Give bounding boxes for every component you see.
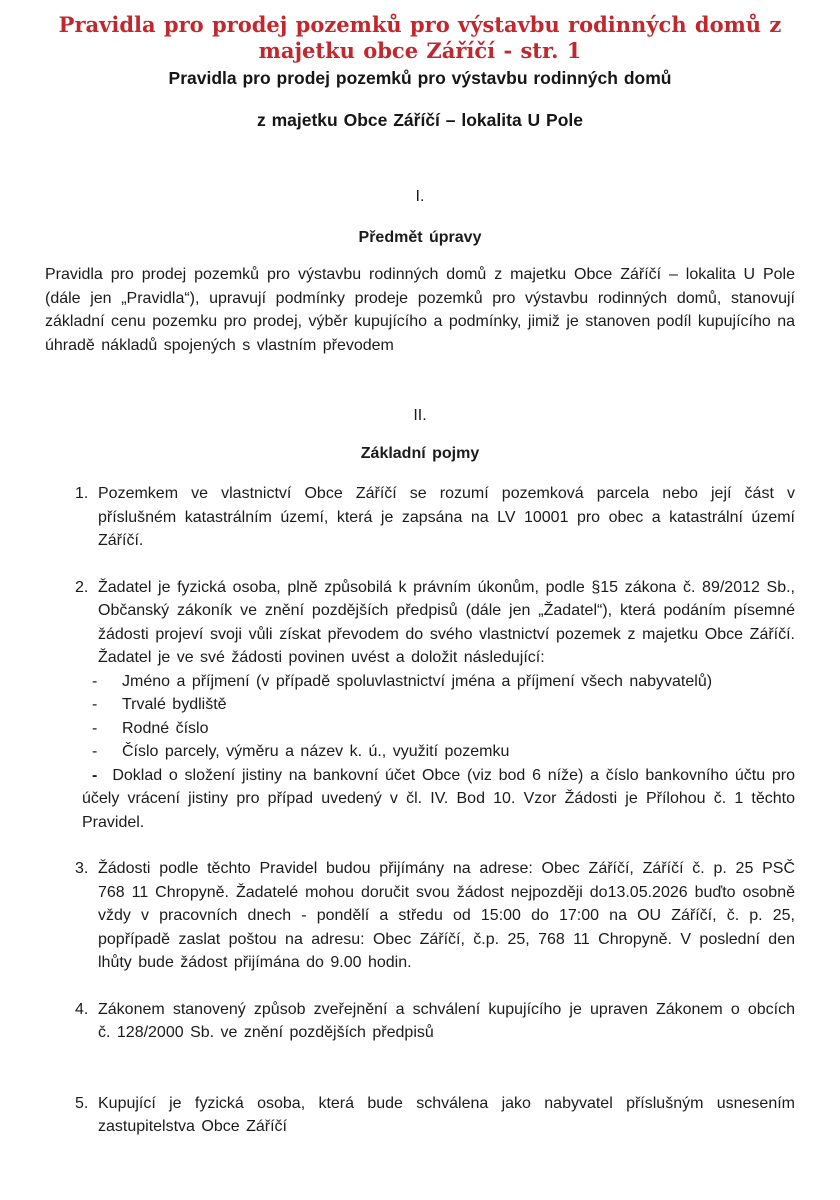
list-item-3-text: Žádosti podle těchto Pravidel budou přijímány na adrese: Obec Záříčí, Záříčí č. p. 25 PSČ 768 11 Chropyně. Žadatelé mohou doručit svou žádost nejpozději do13.05.2026 buďto osobně vždy v pracovních dnech - pondělí a středu od 15:00 do 17:00 na OU Záříčí, č. p. 25, popřípadě zaslat poštou na adresu: Obec Záříčí, č.p. 25, 768 11 Chropyně. V poslední den lhůty bude žádost přijímána do 9.00 hodin. — [98, 860, 795, 971]
list-item-2-text: Žadatel je fyzická osoba, plně způsobilá k právním úkonům, podle §15 zákona č. 89/2012 Sb., Občanský zákoník ve znění pozdějších předpisů (dále jen „Žadatel“), která podáním písemné žádosti projeví svoji vůli získat převodem do svého vlastnictví pozemek z majetku Obce Záříčí. Žadatel je ve své žádosti povinen uvést a doložit následující: — [98, 578, 795, 666]
dash-item-name-text: Jméno a příjmení (v případě spoluvlastnictví jména a příjmení všech nabyvatelů) — [122, 672, 713, 690]
list-item-5-number: 5. — [75, 1094, 89, 1112]
dash-item-name — [92, 670, 795, 694]
dash-bullet: - — [92, 719, 98, 737]
dash-item-parcel — [92, 740, 795, 764]
list-item-4-text: Zákonem stanovený způsob zveřejnění a schválení kupujícího je upraven Zákonem o obcích č. 128/2000 Sb. ve znění pozdějších předpisů — [98, 1000, 795, 1041]
dash-item-deposit-note-text: Doklad o složení jistiny na bankovní účet Obce (viz bod 6 níže) a číslo bankovního účtu pro účely vrácení jistiny pro případ uvedený v čl. IV. Bod 10. Vzor Žádosti je Přílohou č. 1 těchto Pravidel. — [82, 766, 795, 831]
section-2 — [45, 404, 795, 1139]
list-item-3-number: 3. — [75, 860, 89, 877]
dash-item-birth-number — [92, 717, 795, 741]
dash-item-deposit-note — [82, 764, 795, 835]
dash-item-birth-number-text: Rodné číslo — [122, 719, 209, 737]
list-item-5 — [45, 1092, 795, 1139]
dash-bullet: - — [92, 696, 98, 713]
dash-bullet: - — [92, 743, 98, 760]
list-item-2-main — [45, 576, 795, 670]
list-item-2 — [45, 576, 795, 835]
dash-bullet-bold: - — [92, 766, 98, 784]
page-banner-title: Pravidla pro prodej pozemků pro výstavbu rodinných domů z majetku obce Záříčí - str. 1 — [58, 12, 782, 63]
list-item-2-number: 2. — [75, 578, 89, 596]
dash-bullet: - — [92, 672, 98, 690]
dash-item-residence-text: Trvalé bydliště — [122, 696, 227, 713]
list-item-1-text: Pozemkem ve vlastnictví Obce Záříčí se rozumí pozemková parcela nebo její část v příslušném katastrálním území, která je zapsána na LV 10001 pro obec a katastrální území Záříčí. — [98, 485, 795, 549]
list-item-1 — [45, 482, 795, 553]
document-subtitle: z majetku Obce Záříčí – lokalita U Pole — [256, 110, 583, 130]
section-2-heading: Základní pojmy — [360, 444, 480, 462]
dash-item-parcel-text: Číslo parcely, výměru a název k. ú., využití pozemku — [122, 743, 510, 760]
list-item-4-number: 4. — [75, 1000, 89, 1018]
document-title: Pravidla pro prodej pozemků pro výstavbu rodinných domů — [168, 68, 672, 88]
section-1-paragraph: Pravidla pro prodej pozemků pro výstavbu rodinných domů z majetku Obce Záříčí – lokalita U Pole (dále jen „Pravidla“), upravují podmínky prodeje pozemků pro výstavbu rodinných domů, stanovují základní cenu pozemku pro prodej, výběr kupujícího a podmínky, jimiž je stanoven podíl kupujícího na úhradě nákladů spojených s vlastním převodem — [45, 266, 795, 354]
list-item-4 — [45, 998, 795, 1045]
section-1-heading: Předmět úpravy — [358, 228, 482, 246]
section-1-numeral: I. — [415, 188, 425, 205]
definitions-list — [45, 482, 795, 1139]
section-2-numeral: II. — [413, 407, 427, 424]
list-item-3 — [45, 857, 795, 975]
list-item-5-text: Kupující je fyzická osoba, která bude schválena jako nabyvatel příslušným usnesením zastupitelstva Obce Záříčí — [98, 1094, 795, 1135]
dash-item-residence — [92, 693, 795, 717]
list-item-1-number: 1. — [75, 485, 89, 502]
section-1 — [45, 185, 795, 357]
